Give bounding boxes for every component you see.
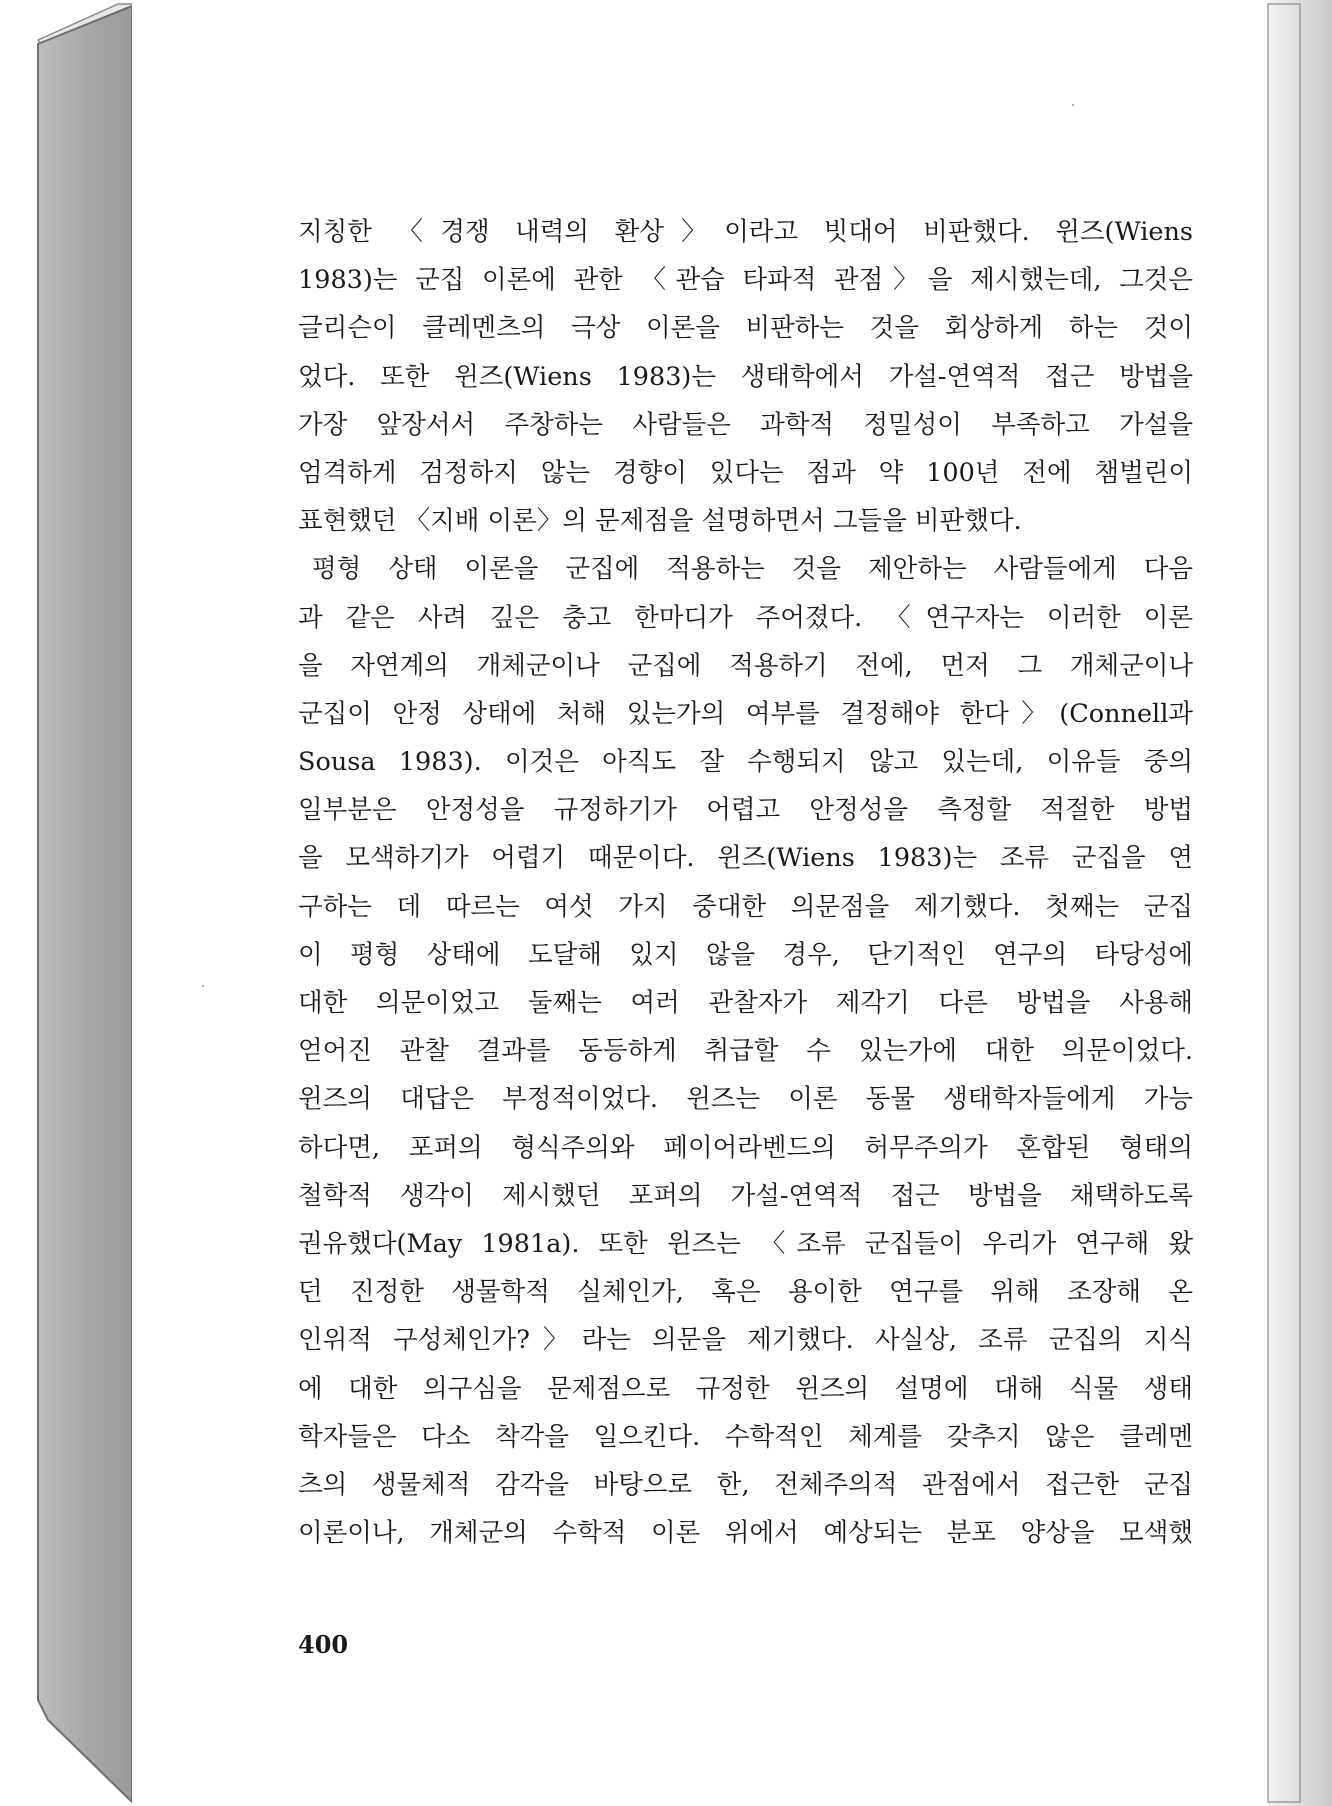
- text-line: 과 같은 사려 깊은 충고 한마디가 주어졌다. 〈연구자는 이러한 이론: [298, 602, 1193, 633]
- page-number: 400: [298, 1630, 349, 1659]
- page-edge-shadow: [1268, 0, 1332, 1806]
- text-line: 1983)는 군집 이론에 관한 〈관습 타파적 관점〉을 제시했는데, 그것은: [298, 265, 1193, 296]
- text-line: 가장 앞장서서 주창하는 사람들은 과학적 정밀성이 부족하고 가설을: [298, 409, 1193, 440]
- text-line: 지칭한 〈경쟁 내력의 환상〉이라고 빗대어 비판했다. 윈즈(Wiens: [298, 217, 1193, 247]
- body-text: [298, 208, 1193, 1557]
- text-line: 권유했다(May 1981a). 또한 윈즈는 〈조류 군집들이 우리가 연구해 왔: [298, 1228, 1193, 1259]
- text-line: 이 평형 상태에 도달해 있지 않을 경우, 단기적인 연구의 타당성에: [298, 939, 1193, 970]
- text-line: 던 진정한 생물학적 실체인가, 혹은 용이한 연구를 위해 조장해 온: [298, 1277, 1193, 1308]
- text-line: 학자들은 다소 착각을 일으킨다. 수학적인 체계를 갖추지 않은 클레멘: [298, 1421, 1193, 1452]
- text-line: 었다. 또한 윈즈(Wiens 1983)는 생태학에서 가설-연역적 접근 방법을: [298, 361, 1193, 392]
- text-line: 철학적 생각이 제시했던 포퍼의 가설-연역적 접근 방법을 채택하도록: [298, 1180, 1193, 1211]
- text-line: 평형 상태 이론을 군집에 적용하는 것을 제안하는 사람들에게 다음: [312, 554, 1193, 585]
- text-line: 표현했던 〈지배 이론〉의 문제점을 설명하면서 그들을 비판했다.: [298, 506, 1022, 537]
- text-line: 츠의 생물체적 감각을 바탕으로 한, 전체주의적 관점에서 접근한 군집: [298, 1469, 1193, 1500]
- text-line: 일부분은 안정성을 규정하기가 어렵고 안정성을 측정할 적절한 방법: [298, 795, 1193, 826]
- text-line: 윈즈의 대답은 부정적이었다. 윈즈는 이론 동물 생태학자들에게 가능: [298, 1084, 1193, 1115]
- speck: [202, 985, 204, 987]
- text-line: 하다면, 포퍼의 형식주의와 페이어라벤드의 허무주의가 혼합된 형태의: [298, 1132, 1193, 1163]
- book-side: [38, 6, 132, 1802]
- text-line: 구하는 데 따르는 여섯 가지 중대한 의문점을 제기했다. 첫째는 군집: [298, 891, 1193, 922]
- text-line: 군집이 안정 상태에 처해 있는가의 여부를 결정해야 한다〉(Connell과: [298, 698, 1193, 729]
- text-line: Sousa 1983). 이것은 아직도 잘 수행되지 않고 있는데, 이유들 중의: [298, 747, 1193, 778]
- text-line: 대한 의문이었고 둘째는 여러 관찰자가 제각기 다른 방법을 사용해: [298, 988, 1193, 1018]
- speck: [1072, 104, 1074, 106]
- text-line: 인위적 구성체인가?〉라는 의문을 제기했다. 사실상, 조류 군집의 지식: [298, 1325, 1193, 1356]
- text-line: 이론이나, 개체군의 수학적 이론 위에서 예상되는 분포 양상을 모색했: [298, 1518, 1193, 1549]
- text-line: 을 모색하기가 어렵기 때문이다. 윈즈(Wiens 1983)는 조류 군집을 연: [298, 843, 1193, 874]
- text-line: 얻어진 관찰 결과를 동등하게 취급할 수 있는가에 대한 의문이었다.: [298, 1036, 1193, 1067]
- text-line: 엄격하게 검정하지 않는 경향이 있다는 점과 약 100년 전에 챔벌린이: [298, 457, 1193, 488]
- text-line: 을 자연계의 개체군이나 군집에 적용하기 전에, 먼저 그 개체군이나: [298, 650, 1193, 681]
- text-line: 에 대한 의구심을 문제점으로 규정한 윈즈의 설명에 대해 식물 생태: [298, 1373, 1193, 1404]
- text-line: 글리슨이 클레멘츠의 극상 이론을 비판하는 것을 회상하게 하는 것이: [298, 313, 1193, 344]
